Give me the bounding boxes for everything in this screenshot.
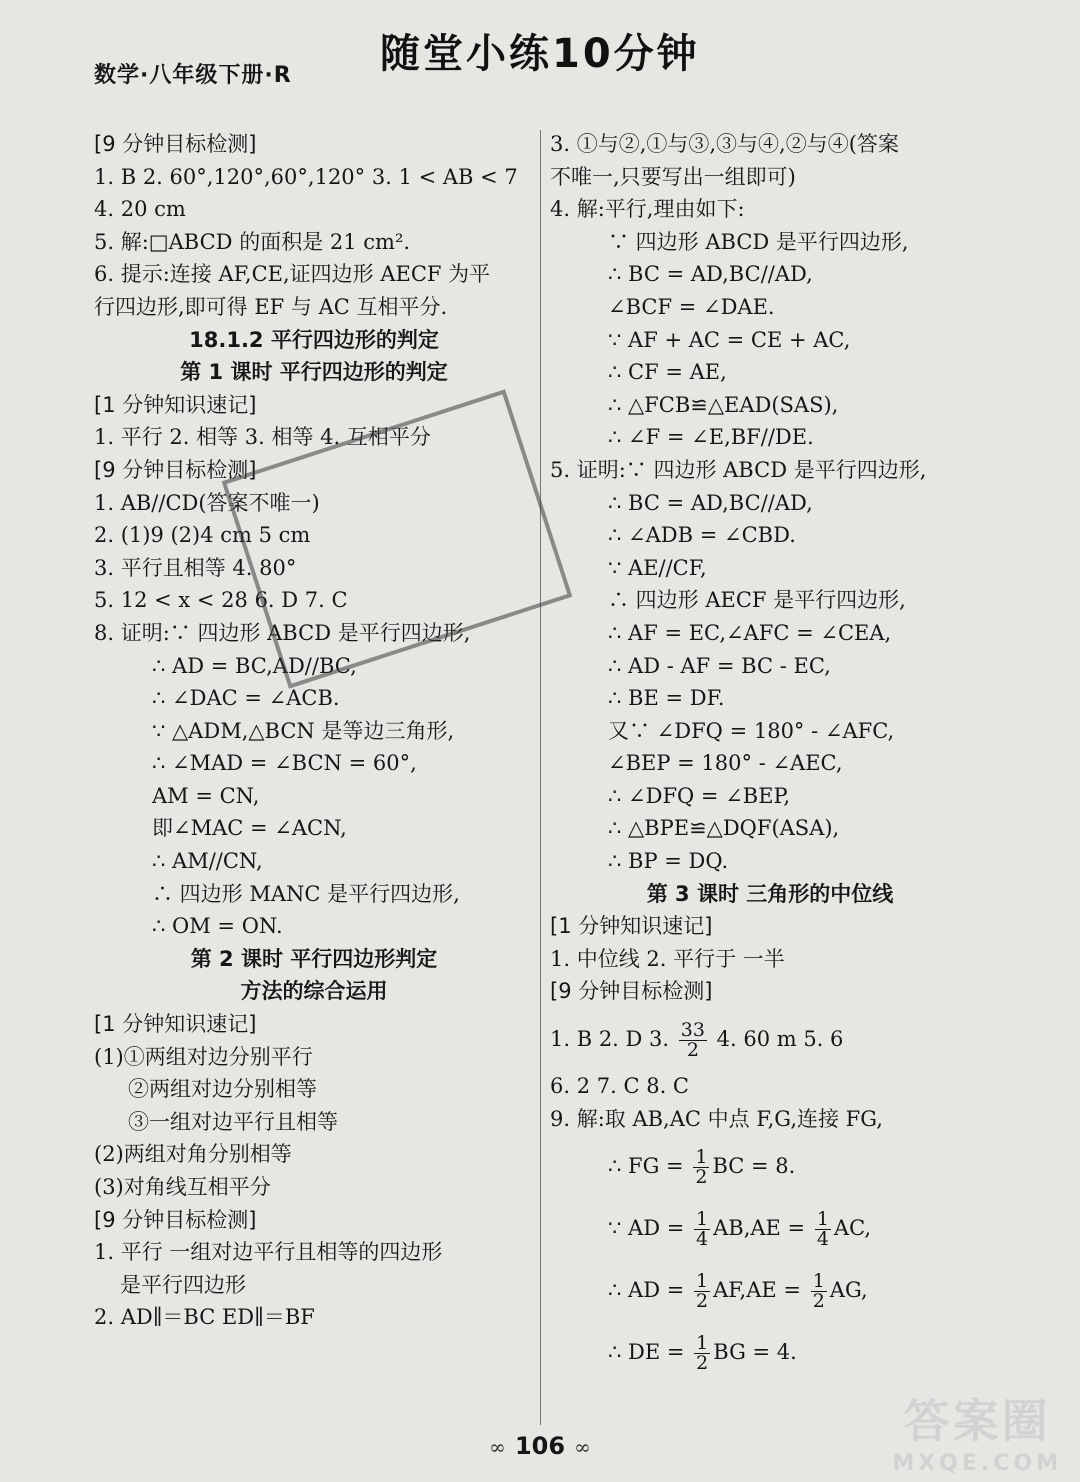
- left-line: 5. 解:□ABCD 的面积是 21 cm².: [94, 229, 411, 254]
- left-line: [1 分钟知识速记]: [94, 392, 257, 417]
- book-title: 随堂小练10分钟: [380, 31, 700, 77]
- fraction: $\frac{1}{2}$: [696, 1270, 709, 1313]
- equation-ad-ae-half: ∴ AD = $\frac{1}{2}$ AF,AE = $\frac{1}{2}$ AG,: [608, 1270, 868, 1313]
- right-line: [1 分钟知识速记]: [550, 914, 713, 939]
- left-line: 行四边形,即可得 EF 与 AC 互相平分.: [94, 294, 448, 319]
- right-line: ∴ ∠ADB = ∠CBD.: [608, 523, 796, 548]
- site-watermark: 答案圈 MXQE.COM: [892, 1394, 1062, 1476]
- left-line: AM = CN,: [152, 783, 260, 808]
- left-line: (1)①两组对边分别平行: [94, 1044, 313, 1069]
- left-line: 6. 提示:连接 AF,CE,证四边形 AECF 为平: [94, 262, 491, 287]
- left-column: [94, 128, 534, 1334]
- left-line: 方法的综合运用: [240, 979, 388, 1004]
- left-line: [1 分钟知识速记]: [94, 1012, 257, 1037]
- right-ornament-icon: ∞: [574, 1435, 591, 1459]
- answer-line-q1-5: 1. B 2. D 3. $\frac{33}{2}$ 4. 60 m 5. 6: [550, 1019, 844, 1062]
- column-divider: [540, 130, 541, 1425]
- right-line: 5. 证明:∵ 四边形 ABCD 是平行四边形,: [550, 457, 927, 482]
- right-line: ∴ △FCB≌△EAD(SAS),: [608, 392, 839, 417]
- left-line: ∴ AD = BC,AD//BC,: [152, 653, 357, 678]
- left-line: 2. (1)9 (2)4 cm 5 cm: [94, 523, 311, 548]
- right-line: 4. 解:平行,理由如下:: [550, 197, 745, 222]
- left-line: 5. 12 < x < 28 6. D 7. C: [94, 588, 348, 613]
- left-line: 1. B 2. 60°,120°,60°,120° 3. 1 < AB < 7: [94, 164, 518, 189]
- left-line: 第 1 课时 平行四边形的判定: [180, 360, 448, 385]
- left-line: ∵ △ADM,△BCN 是等边三角形,: [152, 718, 455, 743]
- left-line: ∴ AM//CN,: [152, 849, 263, 874]
- subject-label: 数学·八年级下册·R: [94, 63, 292, 88]
- left-line: ②两组对边分别相等: [128, 1077, 317, 1102]
- left-line: [9 分钟目标检测]: [94, 457, 257, 482]
- fraction: $\frac{1}{2}$: [812, 1270, 825, 1313]
- left-line: ∴ 四边形 MANC 是平行四边形,: [152, 881, 460, 906]
- left-line: ∴ ∠DAC = ∠ACB.: [152, 686, 340, 711]
- right-line: 又∵ ∠DFQ = 180° - ∠AFC,: [608, 718, 895, 743]
- left-line: 2. AD∥＝BC ED∥＝BF: [94, 1305, 315, 1330]
- left-line: (2)两组对角分别相等: [94, 1142, 292, 1167]
- left-line: 第 2 课时 平行四边形判定: [190, 946, 438, 971]
- left-line: ∴ OM = ON.: [152, 914, 283, 939]
- right-line: ∴ ∠DFQ = ∠BEP,: [608, 783, 791, 808]
- right-line: ∵ 四边形 ABCD 是平行四边形,: [608, 229, 909, 254]
- equation-de: ∴ DE = $\frac{1}{2}$ BG = 4.: [608, 1332, 797, 1375]
- fraction: $\frac{1}{4}$: [696, 1208, 709, 1251]
- right-line: 不唯一,只要写出一组即可): [550, 164, 796, 189]
- right-line: ∴ BP = DQ.: [608, 849, 729, 874]
- left-line: 1. 平行 一组对边平行且相等的四边形: [94, 1240, 443, 1265]
- right-line: 第 3 课时 三角形的中位线: [646, 881, 894, 906]
- answer-line-q6-8: 6. 2 7. C 8. C: [550, 1074, 689, 1099]
- left-line: 18.1.2 平行四边形的判定: [189, 327, 439, 352]
- right-line: ∴ BE = DF.: [608, 686, 725, 711]
- right-line: 3. ①与②,①与③,③与④,②与④(答案: [550, 132, 899, 156]
- equation-ad-ae-quarter: ∵ AD = $\frac{1}{4}$ AB,AE = $\frac{1}{4}$ AC,: [608, 1208, 872, 1251]
- right-line: 1. 中位线 2. 平行于 一半: [550, 946, 785, 971]
- right-line: [9 分钟目标检测]: [550, 979, 713, 1004]
- right-line: ∴ BC = AD,BC//AD,: [608, 490, 813, 515]
- right-line: ∴ AD - AF = BC - EC,: [608, 653, 831, 678]
- answer-line-q9: 9. 解:取 AB,AC 中点 F,G,连接 FG,: [550, 1106, 883, 1131]
- right-line: ∴ △BPE≌△DQF(ASA),: [608, 816, 840, 841]
- right-line: ∴ ∠F = ∠E,BF//DE.: [608, 425, 814, 450]
- left-line: [9 分钟目标检测]: [94, 1207, 257, 1232]
- fraction: $\frac{33}{2}$: [680, 1019, 705, 1062]
- left-line: ③一组对边平行且相等: [128, 1109, 338, 1134]
- right-line: ∴ AF = EC,∠AFC = ∠CEA,: [608, 620, 892, 645]
- left-line: 3. 平行且相等 4. 80°: [94, 555, 297, 580]
- equation-fg: ∴ FG = $\frac{1}{2}$ BC = 8.: [608, 1146, 796, 1189]
- right-line: ∴ CF = AE,: [608, 360, 727, 385]
- fraction: $\frac{1}{2}$: [695, 1146, 708, 1189]
- left-line: 8. 证明:∵ 四边形 ABCD 是平行四边形,: [94, 620, 471, 645]
- right-line: ∴ BC = AD,BC//AD,: [608, 262, 813, 287]
- left-ornament-icon: ∞: [489, 1435, 506, 1459]
- left-line: ∴ ∠MAD = ∠BCN = 60°,: [152, 751, 417, 776]
- right-line: ∴ 四边形 AECF 是平行四边形,: [608, 588, 906, 613]
- right-line: ∵ AF + AC = CE + AC,: [608, 327, 851, 352]
- left-line: [9 分钟目标检测]: [94, 132, 257, 156]
- fraction: $\frac{1}{4}$: [816, 1208, 829, 1251]
- left-line: 即∠MAC = ∠ACN,: [152, 816, 347, 841]
- right-column: [550, 128, 990, 1383]
- left-line: 4. 20 cm: [94, 197, 186, 222]
- right-line: ∵ AE//CF,: [608, 555, 707, 580]
- left-line: 1. AB//CD(答案不唯一): [94, 490, 320, 515]
- left-line: (3)对角线互相平分: [94, 1175, 271, 1199]
- left-line: 1. 平行 2. 相等 3. 相等 4. 互相平分: [94, 425, 431, 450]
- fraction: $\frac{1}{2}$: [696, 1332, 709, 1375]
- right-line: ∠BEP = 180° - ∠AEC,: [608, 751, 843, 776]
- left-line: 是平行四边形: [120, 1272, 246, 1297]
- page-number: 106: [514, 1432, 566, 1460]
- right-line: ∠BCF = ∠DAE.: [608, 294, 775, 319]
